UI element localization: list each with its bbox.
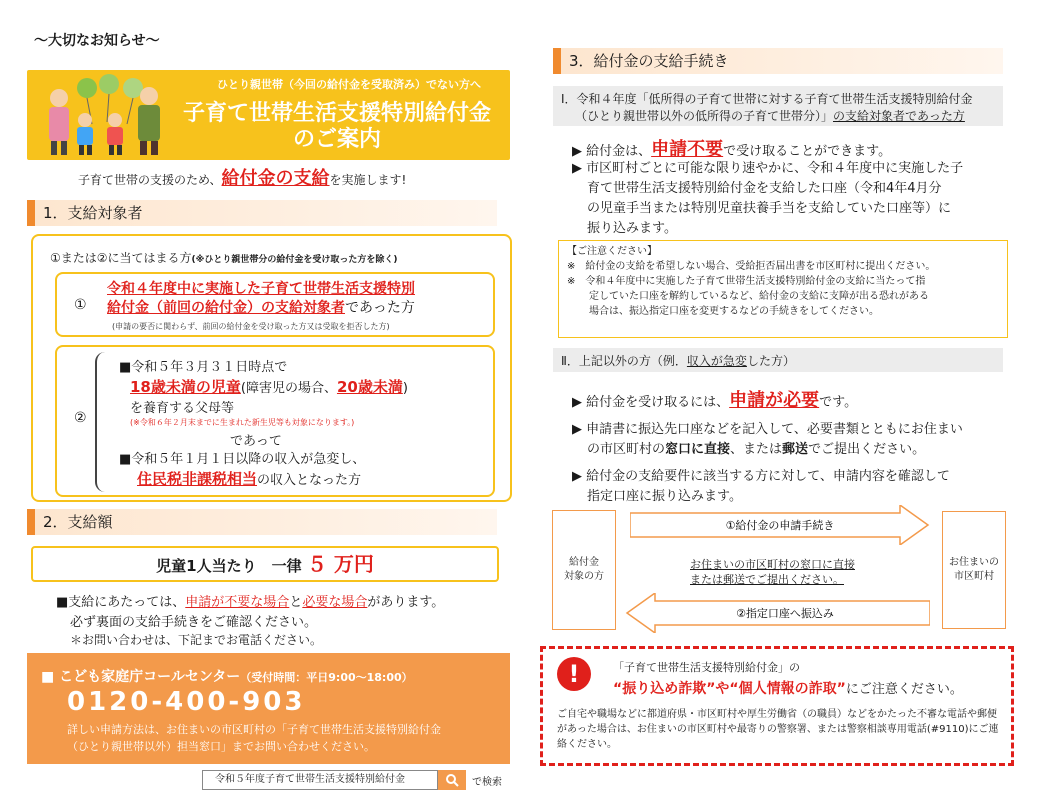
payment-note-1: ■支給にあたっては、申請が不要な場合と必要な場合があります。 (56, 595, 445, 610)
notice-heading: 〜大切なお知らせ〜 (34, 33, 160, 49)
call-center-title: ■ こども家庭庁コールセンター（受付時間：平日9:00〜18:00） (41, 669, 413, 685)
intro-emphasis: 給付金の支給 (221, 168, 330, 189)
flow-recipient-box: 給付金 対象の方 (552, 510, 616, 630)
case1-item-2a: ▶ 市区町村ごとに可能な限り速やかに、令和４年度中に実施した子 (572, 161, 964, 176)
payment-note-3: ＊お問い合わせは、下記までお電話ください。 (70, 633, 323, 647)
warning-icon: ! (557, 657, 591, 691)
hero-banner (27, 70, 510, 160)
item2-line-f: ■令和５年１月１日以降の収入が急変し、 (119, 452, 366, 467)
call-center-desc-2: （ひとり親世帯以外）担当窓口」までお問い合わせください。 (67, 740, 375, 753)
arrow2-label: ②指定口座へ振込み (736, 607, 834, 620)
flow-mid-text-1: お住まいの市区町村の窓口に直接 (690, 558, 855, 571)
case2-item-2a: ▶ 申請書に振込先口座などを記入して、必要書類とともにお住まい (572, 422, 963, 437)
flow-municipality-box: お住まいの 市区町村 (942, 511, 1006, 629)
banner-subtitle: ひとり親世帯（今回の給付金を受取済み）でない方へ (217, 78, 481, 91)
search-icon (445, 773, 459, 787)
search-suffix: で検索 (472, 777, 502, 788)
item1-number: ① (74, 297, 87, 313)
fraud-line-1: 「子育て世帯生活支援特別給付金」の (613, 661, 800, 674)
amount-box: 児童1人当たり 一律 ５ 万円 (31, 546, 499, 582)
call-center-desc-1: 詳しい申請方法は、お住まいの市区町村の「子育て世帯生活支援特別給付金 (67, 723, 441, 736)
section1-lead: ①または②に当てはまる方(※ひとり親世帯分の給付金を受け取った方を除く) (50, 251, 398, 265)
case-2-heading: Ⅱ．上記以外の方（例．収入が急変した方） (553, 348, 1003, 372)
family-illustration-icon (37, 74, 177, 158)
fraud-warning-box (540, 646, 1014, 766)
banner-title-line2: のご案内 (292, 127, 381, 152)
section1-heading: 1．支給対象者 (27, 200, 497, 226)
item2-line-g: 住民税非課税相当の収入となった方 (137, 470, 362, 488)
case1-item-1: ▶ 給付金は、申請不要で受け取ることができます。 (572, 139, 892, 160)
item2-line-c: を養育する父母等 (130, 401, 235, 416)
search-button[interactable] (438, 770, 466, 790)
caution-box: 【ご注意ください】 ※ 給付金の支給を希望しない場合、受給拒否届出書を市区町村に提出ください。 ※ 令和４年度中に実施した子育て世帯生活支援特別給付金の支給に当たって指 定していた口座を解約しているなど、給付金の支給に支障が出る恐れがある 場合は、振込指定口座を変更するなどの手続きをしてください。 (558, 240, 1008, 338)
case1-item-2d: 振り込みます。 (587, 221, 677, 236)
brace-icon (95, 352, 109, 492)
case-1-heading: Ⅰ．令和４年度「低所得の子育て世帯に対する子育て世帯生活支援特別給付金 （ひとり親世帯以外の低所得の子育て世帯分）」の支給対象者であった方 (553, 86, 1003, 126)
item2-line-d: (※令和６年２月末までに生まれた新生児等も対象になります。) (130, 418, 355, 427)
call-center-panel (27, 653, 510, 764)
payment-note-2: 必ず裏面の支給手続きをご確認ください。 (70, 615, 318, 630)
item2-line-a: ■令和５年３月３１日時点で (119, 360, 288, 375)
banner-title-line1: 子育て世帯生活支援特別給付金 (182, 101, 491, 126)
case1-item-2c: の児童手当または特別児童扶養手当を支給していた口座等）に (587, 201, 952, 216)
call-center-phone[interactable]: 0120-400-903 (67, 687, 306, 717)
section3-heading: 3．給付金の支給手続き (553, 48, 1003, 74)
item1-line2: 給付金（前回の給付金）の支給対象者であった方 (107, 300, 415, 316)
fraud-description: ご自宅や職場などに都道府県・市区町村や厚生労働省（の職員）などをかたった不審な電話や郵便があった場合は、お住まいの市区町村や最寄りの警察署、または警察相談専用電話(#9110)にご連絡ください。 (557, 709, 999, 750)
item2-line-e: であって (230, 434, 282, 449)
arrow-right-icon (630, 505, 930, 545)
case2-item-3a: ▶ 給付金の支給要件に該当する方に対して、申請内容を確認して (572, 469, 950, 484)
arrow1-label: ①給付金の申請手続き (725, 519, 835, 532)
item1-note: (申請の要否に関わらず、前回の給付金を受け取った方又は受取を拒否した方) (112, 322, 390, 331)
section2-heading: 2．支給額 (27, 509, 497, 535)
intro-text: 子育て世帯の支援のため、給付金の支給を実施します! (78, 168, 407, 189)
amount-value: ５ 万円 (306, 552, 374, 576)
item2-number: ② (74, 410, 87, 426)
case1-item-2b: 育て世帯生活支援特別給付金を支給した口座（令和4年4月分 (587, 181, 942, 196)
search-input[interactable]: 令和５年度子育て世帯生活支援特別給付金 (202, 770, 438, 790)
arrow-left-icon (625, 593, 930, 633)
item2-line-b: 18歳未満の児童(障害児の場合、20歳未満) (130, 378, 408, 396)
item1-line1: 令和４年度中に実施した子育て世帯生活支援特別 (107, 281, 415, 297)
case2-item-2b: の市区町村の窓口に直接、または郵送でご提出ください。 (587, 442, 926, 457)
flow-mid-text-2: または郵送でご提出ください。 (690, 573, 844, 586)
case2-item-1: ▶ 給付金を受け取るには、申請が必要です。 (572, 390, 858, 411)
fraud-line-2: “振り込め詐欺”や“個人情報の詐取”にご注意ください。 (613, 681, 963, 697)
case2-item-3b: 指定口座に振り込みます。 (587, 489, 742, 504)
